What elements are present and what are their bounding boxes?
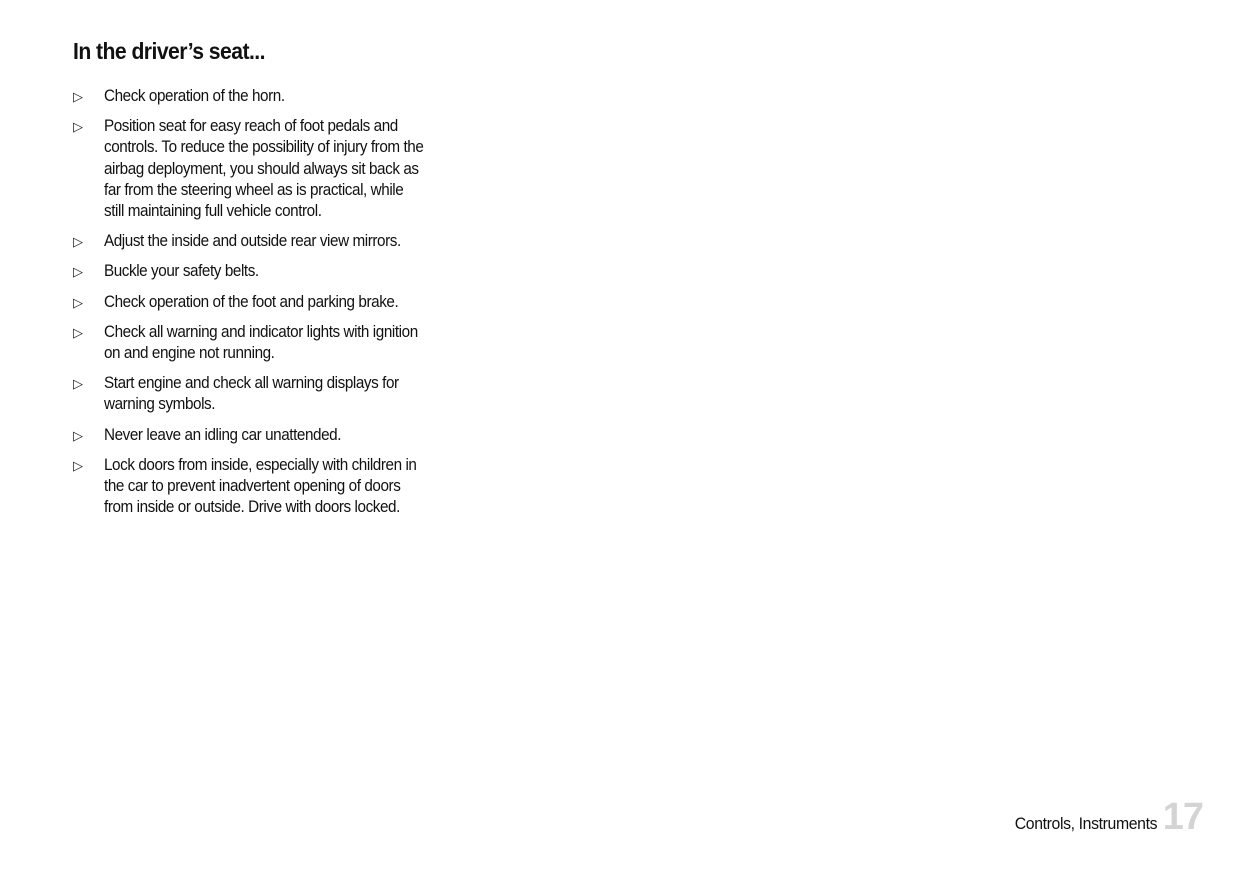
list-item	[73, 231, 453, 252]
triangle-bullet-icon: ▷	[73, 427, 83, 443]
list-item-text: Lock doors from inside, especially with children in the car to prevent inadvertent opening of doors from inside or outside. Drive with doors locked.	[104, 455, 417, 517]
list-item-text: Never leave an idling car unattended.	[104, 425, 342, 444]
list-item-text: Position seat for easy reach of foot pedals and controls. To reduce the possibility of injury from the airbag deployment, you should always sit back as far from the steering wheel as is practical, while still maintaining full vehicle control.	[104, 117, 424, 221]
list-item	[73, 373, 453, 415]
list-item-text: Check operation of the horn.	[104, 87, 285, 105]
list-item-text: Start engine and check all warning displays for warning symbols.	[104, 374, 399, 414]
driver-checklist	[73, 86, 453, 527]
page-footer	[1004, 796, 1203, 839]
triangle-bullet-icon: ▷	[73, 294, 83, 310]
list-item	[73, 86, 453, 107]
page-number: 17	[1162, 796, 1203, 838]
triangle-bullet-icon: ▷	[73, 89, 83, 104]
list-item	[73, 116, 453, 222]
list-item	[73, 322, 453, 364]
triangle-bullet-icon: ▷	[73, 457, 83, 473]
list-item-text: Check all warning and indicator lights with ignition on and engine not running.	[104, 322, 418, 363]
list-item-text: Adjust the inside and outside rear view mirrors.	[104, 232, 401, 251]
list-item	[73, 425, 453, 446]
list-item-text: Check operation of the foot and parking brake.	[104, 292, 399, 311]
page-title: In the driver’s seat...	[73, 38, 265, 64]
list-item	[73, 261, 453, 282]
triangle-bullet-icon: ▷	[73, 376, 83, 392]
triangle-bullet-icon: ▷	[73, 264, 83, 280]
triangle-bullet-icon: ▷	[73, 324, 83, 340]
triangle-bullet-icon: ▷	[73, 234, 83, 250]
section-name: Controls, Instruments	[1014, 814, 1157, 833]
list-item-text: Buckle your safety belts.	[104, 262, 259, 281]
triangle-bullet-icon: ▷	[73, 119, 83, 135]
list-item	[73, 455, 453, 519]
list-item	[73, 292, 453, 313]
